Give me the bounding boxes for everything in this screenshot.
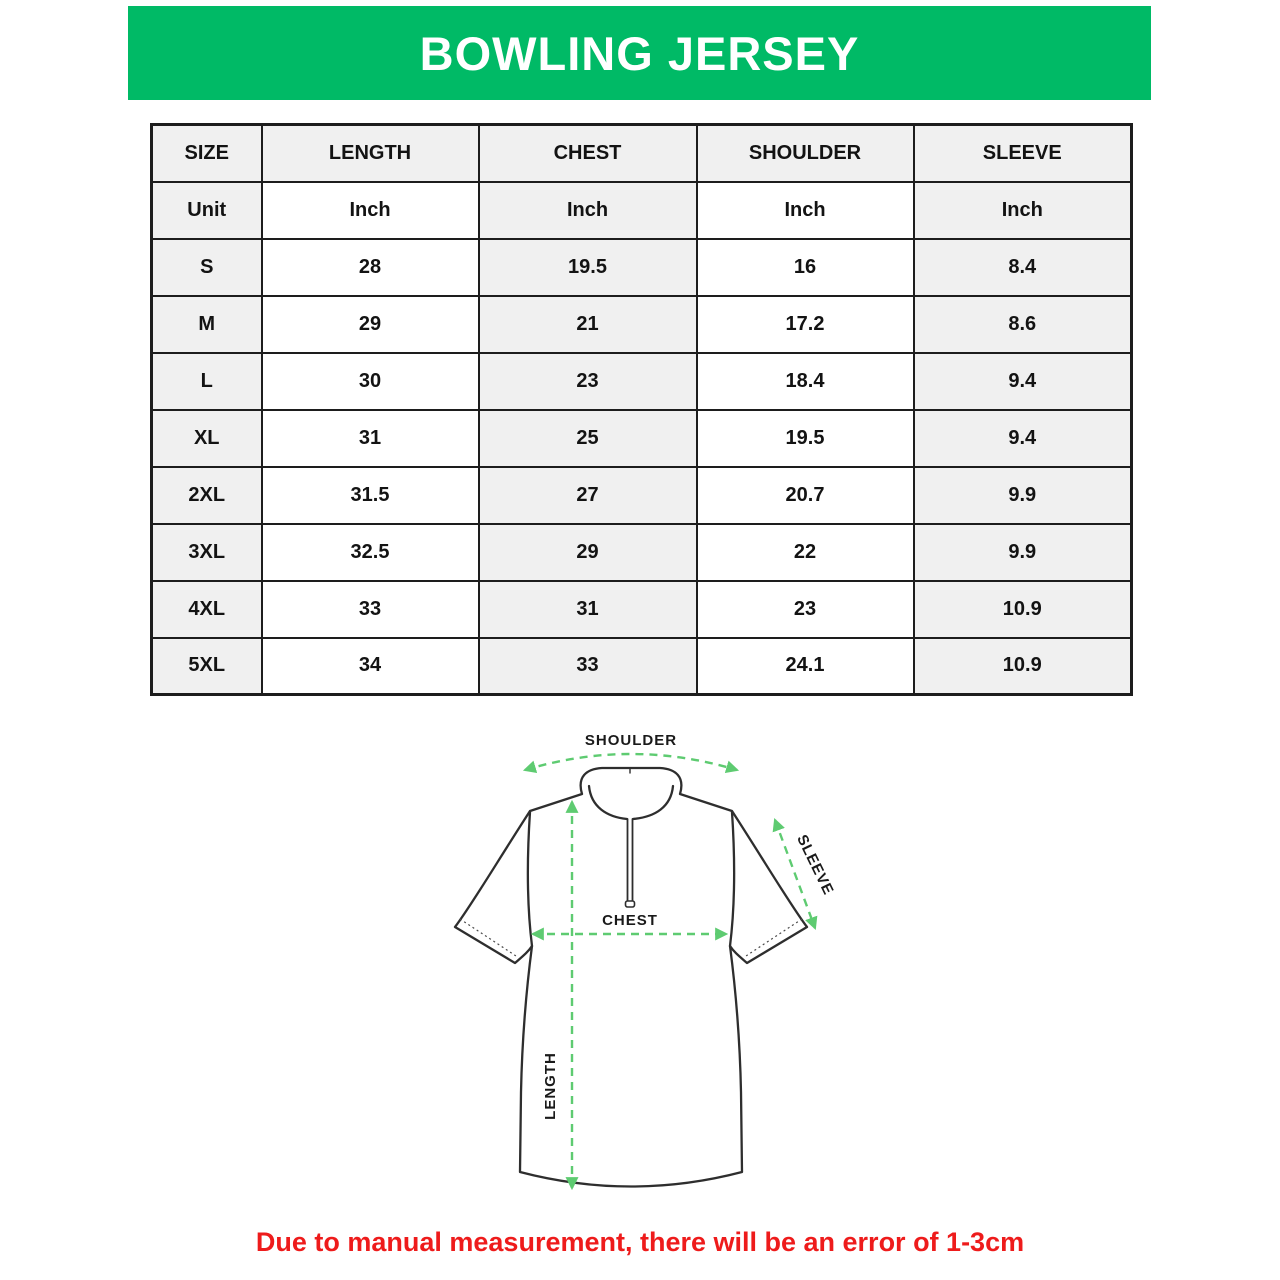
- size-cell: 5XL: [152, 638, 262, 695]
- shoulder-label: SHOULDER: [584, 732, 678, 749]
- unit-row: [152, 182, 1132, 239]
- table-row: [152, 581, 1132, 638]
- value-cell: 33: [479, 638, 697, 695]
- column-header-shoulder: SHOULDER: [697, 125, 914, 182]
- value-cell: 31: [262, 410, 479, 467]
- column-header-size: SIZE: [152, 125, 262, 182]
- value-cell: 28: [262, 239, 479, 296]
- value-cell: 18.4: [697, 353, 914, 410]
- size-cell: 2XL: [152, 467, 262, 524]
- title-banner: [128, 6, 1151, 100]
- value-cell: 21: [479, 296, 697, 353]
- column-header-sleeve: SLEEVE: [914, 125, 1132, 182]
- page-title: BOWLING JERSEY: [419, 26, 860, 80]
- value-cell: 9.9: [914, 467, 1132, 524]
- chest-label: CHEST: [602, 912, 658, 929]
- value-cell: 20.7: [697, 467, 914, 524]
- value-cell: 33: [262, 581, 479, 638]
- table-row: [152, 524, 1132, 581]
- sleeve-label: SLEEVE: [793, 832, 837, 899]
- unit-cell: Inch: [262, 182, 479, 239]
- value-cell: 29: [262, 296, 479, 353]
- size-chart-table: [150, 123, 1133, 696]
- table-row: [152, 296, 1132, 353]
- table-row: [152, 353, 1132, 410]
- value-cell: 32.5: [262, 524, 479, 581]
- value-cell: 16: [697, 239, 914, 296]
- value-cell: 23: [697, 581, 914, 638]
- value-cell: 34: [262, 638, 479, 695]
- value-cell: 9.4: [914, 353, 1132, 410]
- size-cell: XL: [152, 410, 262, 467]
- value-cell: 22: [697, 524, 914, 581]
- value-cell: 25: [479, 410, 697, 467]
- table-row: [152, 410, 1132, 467]
- value-cell: 8.6: [914, 296, 1132, 353]
- value-cell: 8.4: [914, 239, 1132, 296]
- jersey-diagram: [427, 714, 857, 1214]
- zipper-stop: [626, 901, 635, 907]
- unit-label-cell: Unit: [152, 182, 262, 239]
- value-cell: 17.2: [697, 296, 914, 353]
- value-cell: 31.5: [262, 467, 479, 524]
- value-cell: 9.4: [914, 410, 1132, 467]
- header-row: [152, 125, 1132, 182]
- jersey-outline: [455, 768, 807, 1187]
- column-header-length: LENGTH: [262, 125, 479, 182]
- size-cell: L: [152, 353, 262, 410]
- size-cell: M: [152, 296, 262, 353]
- value-cell: 19.5: [479, 239, 697, 296]
- value-cell: 23: [479, 353, 697, 410]
- size-cell: 3XL: [152, 524, 262, 581]
- unit-cell: Inch: [479, 182, 697, 239]
- jersey-diagram-svg: [427, 714, 857, 1214]
- value-cell: 27: [479, 467, 697, 524]
- value-cell: 30: [262, 353, 479, 410]
- value-cell: 19.5: [697, 410, 914, 467]
- length-label: LENGTH: [542, 1052, 559, 1120]
- measurement-note: Due to manual measurement, there will be an error of 1-3cm: [255, 1227, 1025, 1257]
- value-cell: 10.9: [914, 581, 1132, 638]
- table-row: [152, 638, 1132, 695]
- value-cell: 31: [479, 581, 697, 638]
- value-cell: 9.9: [914, 524, 1132, 581]
- unit-cell: Inch: [697, 182, 914, 239]
- column-header-chest: CHEST: [479, 125, 697, 182]
- size-cell: S: [152, 239, 262, 296]
- value-cell: 24.1: [697, 638, 914, 695]
- value-cell: 10.9: [914, 638, 1132, 695]
- unit-cell: Inch: [914, 182, 1132, 239]
- table-row: [152, 467, 1132, 524]
- value-cell: 29: [479, 524, 697, 581]
- size-cell: 4XL: [152, 581, 262, 638]
- table-row: [152, 239, 1132, 296]
